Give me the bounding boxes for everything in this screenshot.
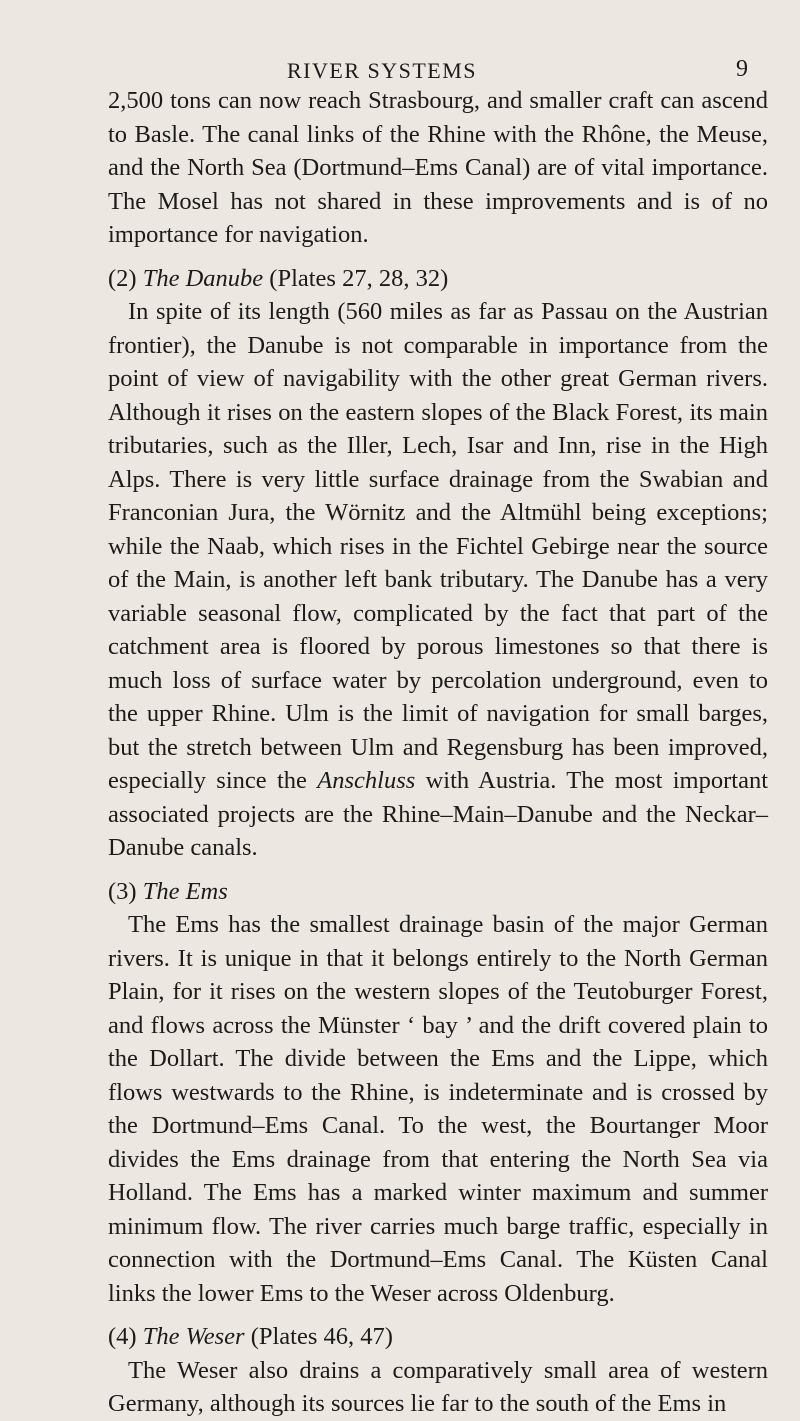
section-heading-danube (108, 262, 768, 296)
anschluss-term: Anschluss (317, 767, 416, 794)
section-number: (3) (108, 877, 137, 905)
running-head (108, 44, 768, 84)
ems-paragraph: The Ems has the smallest drainage basin of the major German rivers. It is unique in that it belongs entirely to the North German Plain, for it rises on the western slopes of the Teutoburger Forest, and flows across the Münster ‘ bay ’ and the drift covered plain to the Dollart. The divide between the Ems and the Lippe, which flows westwards to the Rhine, is indeterminate and is crossed by the Dortmund–Ems Canal. To the west, the Bourtanger Moor divides the Ems drainage from that entering the North Sea via Holland. The Ems has a marked winter maximum and summer minimum flow. The river carries much barge traffic, especially in connection with the Dortmund–Ems Canal. The Küsten Canal links the lower Ems to the Weser across Oldenburg. (108, 911, 768, 1307)
page-number: 9 (736, 56, 748, 82)
running-title: RIVER SYSTEMS (287, 58, 478, 83)
section-number: (2) (108, 264, 137, 292)
section-number: (4) (108, 1323, 137, 1350)
weser-paragraph: The Weser also drains a comparatively small area of western Germany, although its sources lie far to the south of the Ems in (108, 1356, 768, 1417)
danube-text-after: with Austria. The most important associated projects are the Rhine–Main–Danube and the Neckar–Danube canals. (108, 767, 768, 861)
section-plates: (Plates 46, 47) (250, 1323, 393, 1350)
section-heading-ems (108, 875, 768, 909)
danube-text: In spite of its length (560 miles as far as Passau on the Austrian frontier), the Danube is not comparable in importance from the point of view of navigability with the other great German rivers. Although it rises on the eastern slopes of the Black Forest, its main tributaries, such as the Iller, Lech, Isar and Inn, rise in the High Alps. There is very little surface drainage from the Swabian and Franconian Jura, the Wörnitz and the Altmühl being exceptions; while the Naab, which rises in the Fichtel Gebirge near the source of the Main, is another left bank tributary. The Danube has a very variable seasonal flow, complicated by the fact that part of the catchment area is floored by porous limestones so that there is much loss of surface water by percolation underground, even to the upper Rhine. Ulm is the limit of navigation for small barges, but the stretch between Ulm and Regensburg has been improved, especially since the (108, 298, 768, 794)
section-title: The Danube (142, 264, 264, 292)
section-plates: (Plates 27, 28, 32) (269, 264, 449, 292)
section-heading-weser (108, 1320, 768, 1354)
section-title: The Weser (142, 1323, 245, 1350)
danube-paragraph (108, 295, 768, 865)
intro-paragraph: 2,500 tons can now reach Strasbourg, and smaller craft can ascend to Basle. The canal links of the Rhine with the Rhône, the Meuse, and the North Sea (Dortmund–Ems Canal) are of vital importance. The Mosel has not shared in these improvements and is of no importance for navigation. (108, 87, 768, 248)
section-title: The Ems (142, 877, 228, 905)
